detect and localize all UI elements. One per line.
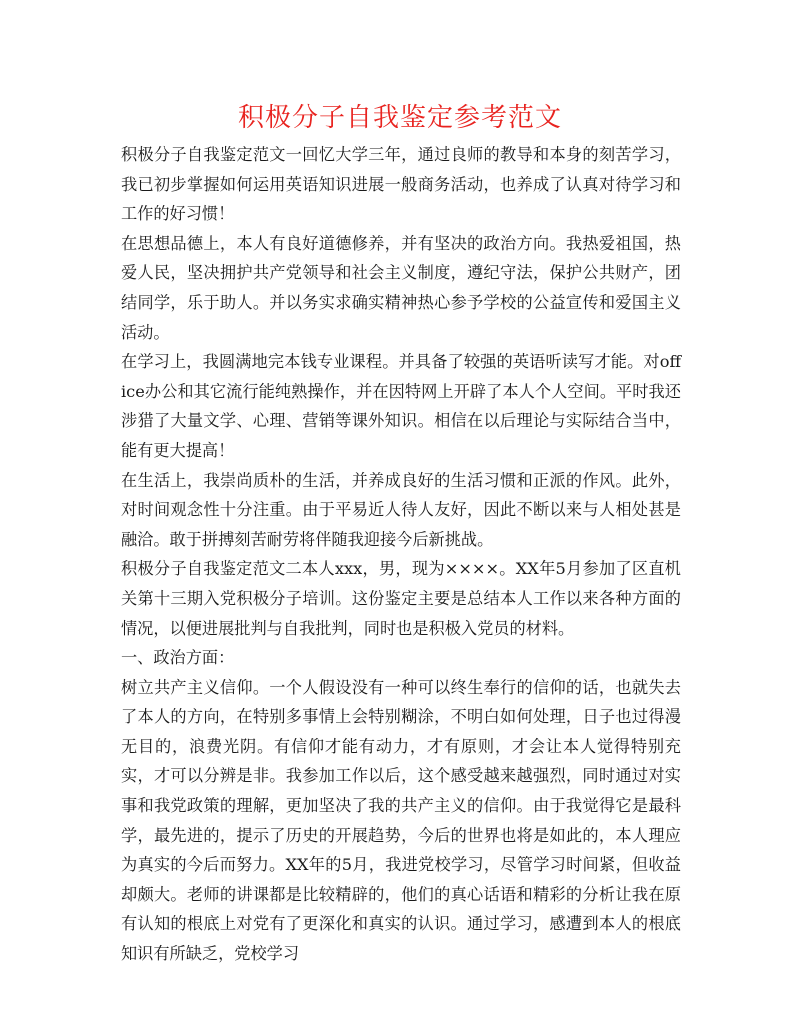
- paragraph-study: 在学习上，我圆满地完本钱专业课程。并具备了较强的英语听读写才能。对office办公和其它流行能纯熟操作，并在因特网上开辟了本人个人空间。平时我还涉猎了大量文学、心理、营销等课外知识。相信在以后理论与实际结合当中，能有更大提高！: [121, 352, 681, 460]
- paragraph-belief: 树立共产主义信仰。一个人假设没有一种可以终生奉行的信仰的话，也就失去了本人的方向，在特别多事情上会特别糊涂，不明白如何处理，日子也过得漫无目的，浪费光阴。有信仰才能有动力，才有原则，才会让本人觉得特别充实，才可以分辨是非。我参加工作以后，这个感受越来越强烈，同时通过对实事和我党政策的理解，更加坚决了我的共产主义的信仰。由于我觉得它是最科学，最先进的，提示了历史的开展趋势，今后的世界也将是如此的，本人理应为真实的今后而努力。XX年的5月，我进党校学习，尽管学习时间紧，但收益却颇大。老师的讲课都是比较精辟的，他们的真心话语和精彩的分析让我在原有认知的根底上对党有了更深化和真实的认识。通过学习，感遭到本人的根底知识有所缺乏，党校学习: [121, 677, 681, 964]
- paragraph-intro-two: 积极分子自我鉴定范文二本人xxx，男，现为××××。XX年5月参加了区直机关第十三期入党积极分子培训。这份鉴定主要是总结本人工作以来各种方面的情况，以便进展批判与自我批判，同时也是积极入党员的材料。: [121, 559, 681, 638]
- section-heading-politics: 一、政治方面：: [121, 648, 235, 668]
- paragraph-life: 在生活上，我崇尚质朴的生活，并养成良好的生活习惯和正派的作风。此外，对时间观念性十分注重。由于平易近人待人友好，因此不断以来与人相处甚是融洽。敢于拼搏刻苦耐劳将伴随我迎接今后新挑战。: [121, 470, 681, 549]
- paragraph-intro-one: 积极分子自我鉴定范文一回忆大学三年，通过良师的教导和本身的刻苦学习，我已初步掌握如何运用英语知识进展一般商务活动，也养成了认真对待学习和工作的好习惯！: [121, 145, 681, 224]
- document-title: 积极分子自我鉴定参考范文: [237, 103, 562, 133]
- paragraph-ideology: 在思想品德上，本人有良好道德修养，并有坚决的政治方向。我热爱祖国，热爱人民，坚决拥护共产党领导和社会主义制度，遵纪守法，保护公共财产，团结同学，乐于助人。并以务实求确实精神热心参予学校的公益宣传和爱国主义活动。: [121, 233, 681, 342]
- document-body: [121, 140, 681, 969]
